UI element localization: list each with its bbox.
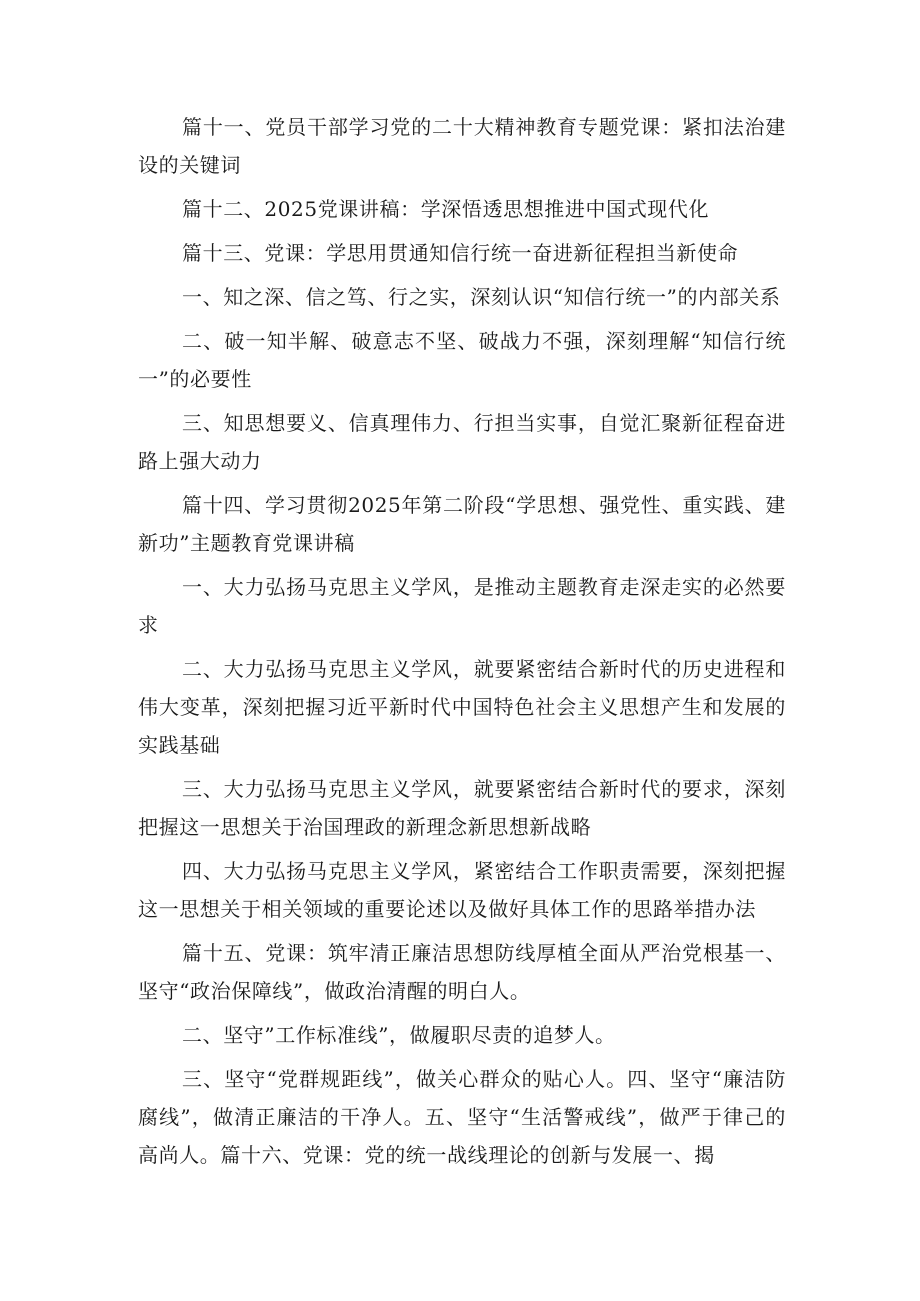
paragraph-7: 篇十四、学习贯彻2025年第二阶段“学思想、强党性、重实践、建新功”主题教育党课讲稿: [138, 493, 786, 555]
paragraph-10: 三、大力弘扬马克思主义学风，就要紧密结合新时代的要求，深刻把握这一思想关于治国理政的新理念新思想新战略: [138, 777, 786, 839]
paragraph-11: 四、大力弘扬马克思主义学风，紧密结合工作职责需要，深刻把握这一思想关于相关领域的重要论述以及做好具体工作的思路举措办法: [138, 859, 786, 921]
paragraph-2: 篇十二、2025党课讲稿：学深悟透思想推进中国式现代化: [182, 197, 710, 221]
paragraph-12: 篇十五、党课：筑牢清正廉洁思想防线厚植全面从严治党根基一、坚守“政治保障线”，做政治清醒的明白人。: [138, 941, 786, 1003]
paragraph-13: 二、坚守”工作标准线”，做履职尽责的追梦人。: [182, 1023, 616, 1047]
paragraph-9: 二、大力弘扬马克思主义学风，就要紧密结合新时代的历史进程和伟大变革，深刻把握习近平新时代中国特色社会主义思想产生和发展的实践基础: [138, 657, 786, 757]
paragraph-14: 三、坚守“党群规距线”，做关心群众的贴心人。四、坚守“廉洁防腐线”，做清正廉洁的干净人。五、坚守“生活警戒线”，做严于律己的高尚人。篇十六、党课：党的统一战线理论的创新与发展一、揭: [138, 1067, 786, 1167]
paragraph-1: 篇十一、党员干部学习党的二十大精神教育专题党课：紧扣法治建设的关键词: [138, 115, 786, 177]
paragraph-4: 一、知之深、信之笃、行之实，深刻认识“知信行统一”的内部关系: [182, 285, 781, 309]
paragraph-8: 一、大力弘扬马克思主义学风，是推动主题教育走深走实的必然要求: [138, 575, 786, 637]
paragraph-6: 三、知思想要义、信真理伟力、行担当实事，自觉汇聚新征程奋进路上强大动力: [138, 411, 786, 473]
document-page: [138, 108, 786, 1174]
paragraph-3: 篇十三、党课：学思用贯通知信行统一奋进新征程担当新使命: [182, 241, 739, 265]
paragraph-5: 二、破一知半解、破意志不坚、破战力不强，深刻理解“知信行统一”的必要性: [138, 329, 786, 391]
